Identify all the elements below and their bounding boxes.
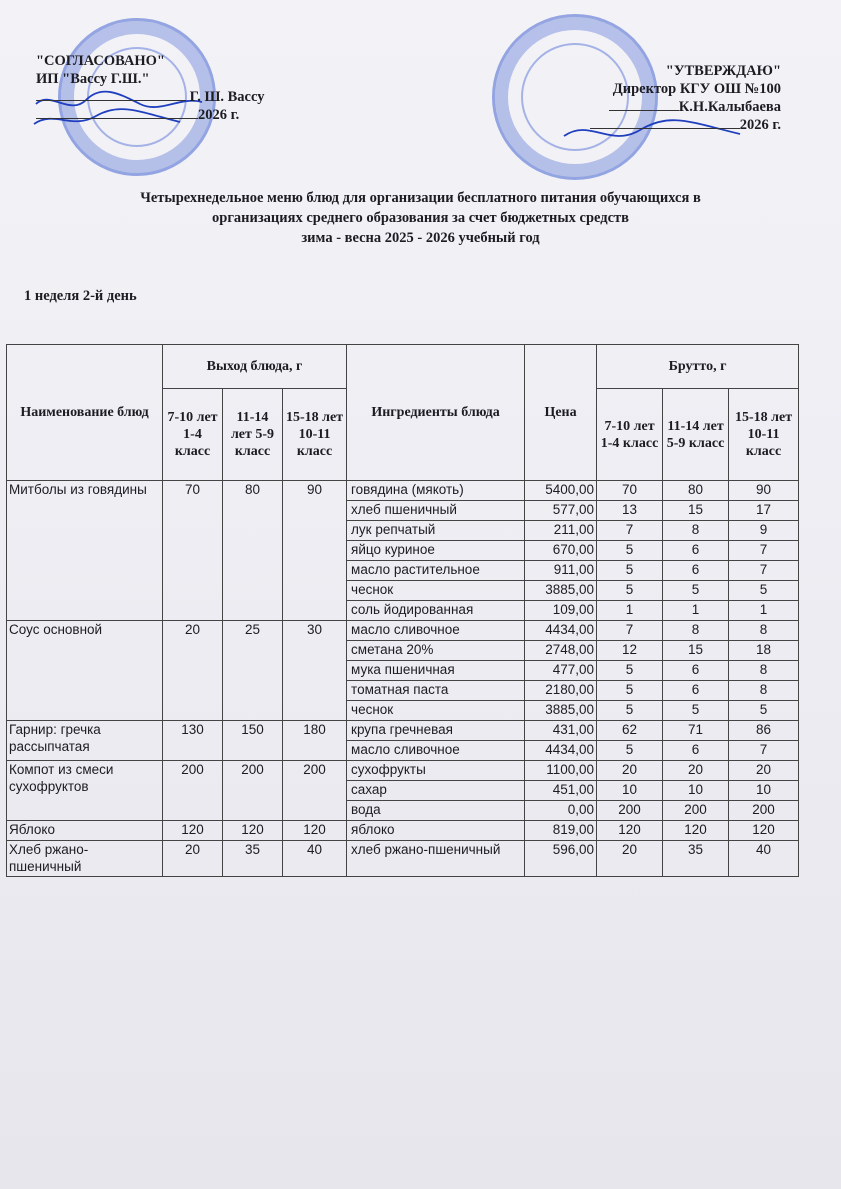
ingredient-name-cell: вода xyxy=(347,801,525,821)
menu-table-body xyxy=(7,481,799,877)
ingredient-brutto-cell: 200 xyxy=(729,801,799,821)
ingredient-price-cell: 1100,00 xyxy=(525,761,597,781)
approval-right-date-line xyxy=(590,116,781,134)
dish-output-cell: 40 xyxy=(283,841,347,877)
header-brutto-age-2: 11-14 лет 5-9 класс xyxy=(663,389,729,481)
approval-right-position: Директор КГУ ОШ №100 xyxy=(612,81,781,97)
ingredient-brutto-cell: 6 xyxy=(663,661,729,681)
ingredient-brutto-cell: 5 xyxy=(597,541,663,561)
approval-left-signer-line xyxy=(36,88,265,106)
dish-output-cell: 25 xyxy=(223,621,283,721)
ingredient-price-cell: 2748,00 xyxy=(525,641,597,661)
ingredient-brutto-cell: 40 xyxy=(729,841,799,877)
header-brutto-age-1: 7-10 лет 1-4 класс xyxy=(597,389,663,481)
ingredient-brutto-cell: 5 xyxy=(597,701,663,721)
ingredient-price-cell: 109,00 xyxy=(525,601,597,621)
ingredient-brutto-cell: 6 xyxy=(663,541,729,561)
ingredient-name-cell: хлеб ржано-пшеничный xyxy=(347,841,525,877)
header-ingredients: Ингредиенты блюда xyxy=(347,345,525,481)
ingredient-name-cell: крупа гречневая xyxy=(347,721,525,741)
header-output-age-1: 7-10 лет 1-4 класс xyxy=(163,389,223,481)
ingredient-brutto-cell: 8 xyxy=(729,621,799,641)
ingredient-name-cell: хлеб пшеничный xyxy=(347,501,525,521)
ingredient-brutto-cell: 20 xyxy=(663,761,729,781)
ingredient-brutto-cell: 6 xyxy=(663,561,729,581)
ingredient-brutto-cell: 10 xyxy=(663,781,729,801)
approval-left-org: ИП "Вассу Г.Ш." xyxy=(36,71,150,87)
header-output: Выход блюда, г xyxy=(163,345,347,389)
ingredient-name-cell: масло сливочное xyxy=(347,621,525,641)
ingredient-brutto-cell: 8 xyxy=(729,681,799,701)
table-row xyxy=(7,621,799,641)
menu-title-line-3: зима - весна 2025 - 2026 учебный год xyxy=(301,230,540,246)
ingredient-price-cell: 431,00 xyxy=(525,721,597,741)
dish-output-cell: 80 xyxy=(223,481,283,621)
ingredient-name-cell: сахар xyxy=(347,781,525,801)
ingredient-brutto-cell: 120 xyxy=(729,821,799,841)
ingredient-brutto-cell: 5 xyxy=(663,701,729,721)
dish-output-cell: 120 xyxy=(223,821,283,841)
ingredient-brutto-cell: 120 xyxy=(597,821,663,841)
ingredient-price-cell: 596,00 xyxy=(525,841,597,877)
approval-left-block xyxy=(36,52,265,124)
ingredient-brutto-cell: 200 xyxy=(597,801,663,821)
ingredient-price-cell: 451,00 xyxy=(525,781,597,801)
ingredient-brutto-cell: 20 xyxy=(597,761,663,781)
ingredient-price-cell: 2180,00 xyxy=(525,681,597,701)
ingredient-price-cell: 911,00 xyxy=(525,561,597,581)
ingredient-price-cell: 3885,00 xyxy=(525,701,597,721)
ingredient-price-cell: 0,00 xyxy=(525,801,597,821)
ingredient-brutto-cell: 8 xyxy=(729,661,799,681)
ingredient-brutto-cell: 6 xyxy=(663,681,729,701)
ingredient-name-cell: соль йодированная xyxy=(347,601,525,621)
ingredient-brutto-cell: 7 xyxy=(729,561,799,581)
ingredient-brutto-cell: 18 xyxy=(729,641,799,661)
ingredient-name-cell: чеснок xyxy=(347,701,525,721)
approval-left-heading: "СОГЛАСОВАНО" xyxy=(36,53,165,69)
table-row xyxy=(7,721,799,741)
ingredient-brutto-cell: 12 xyxy=(597,641,663,661)
dish-name-cell: Митболы из говядины xyxy=(7,481,163,621)
ingredient-brutto-cell: 5 xyxy=(597,681,663,701)
dish-output-cell: 200 xyxy=(223,761,283,821)
ingredient-brutto-cell: 6 xyxy=(663,741,729,761)
ingredient-name-cell: чеснок xyxy=(347,581,525,601)
menu-title-line-2: организациях среднего образования за счет бюджетных средств xyxy=(212,210,629,226)
ingredient-brutto-cell: 5 xyxy=(597,561,663,581)
ingredient-brutto-cell: 5 xyxy=(663,581,729,601)
ingredient-name-cell: масло растительное xyxy=(347,561,525,581)
ingredient-price-cell: 211,00 xyxy=(525,521,597,541)
ingredient-brutto-cell: 17 xyxy=(729,501,799,521)
dish-name-cell: Соус основной xyxy=(7,621,163,721)
table-row xyxy=(7,761,799,781)
dish-output-cell: 70 xyxy=(163,481,223,621)
ingredient-brutto-cell: 10 xyxy=(597,781,663,801)
ingredient-brutto-cell: 9 xyxy=(729,521,799,541)
header-output-age-3: 15-18 лет 10-11 класс xyxy=(283,389,347,481)
ingredient-price-cell: 4434,00 xyxy=(525,621,597,641)
ingredient-price-cell: 819,00 xyxy=(525,821,597,841)
ingredient-brutto-cell: 1 xyxy=(729,601,799,621)
ingredient-brutto-cell: 7 xyxy=(729,741,799,761)
approval-right-block xyxy=(590,62,781,134)
dish-output-cell: 180 xyxy=(283,721,347,761)
menu-title xyxy=(0,188,841,248)
ingredient-brutto-cell: 5 xyxy=(597,581,663,601)
approval-right-signer-line xyxy=(590,98,781,116)
ingredient-name-cell: сметана 20% xyxy=(347,641,525,661)
table-row xyxy=(7,481,799,501)
menu-title-line-1: Четырехнедельное меню блюд для организации бесплатного питания обучающихся в xyxy=(140,190,701,206)
ingredient-price-cell: 5400,00 xyxy=(525,481,597,501)
dish-output-cell: 120 xyxy=(163,821,223,841)
ingredient-brutto-cell: 71 xyxy=(663,721,729,741)
ingredient-brutto-cell: 90 xyxy=(729,481,799,501)
approval-left-date: 2026 г. xyxy=(198,107,240,123)
approval-left-date-line xyxy=(36,106,265,124)
ingredient-brutto-cell: 5 xyxy=(729,581,799,601)
ingredient-brutto-cell: 5 xyxy=(597,661,663,681)
header-output-age-2: 11-14 лет 5-9 класс xyxy=(223,389,283,481)
ingredient-name-cell: говядина (мякоть) xyxy=(347,481,525,501)
header-brutto: Брутто, г xyxy=(597,345,799,389)
dish-output-cell: 200 xyxy=(163,761,223,821)
ingredient-brutto-cell: 7 xyxy=(597,621,663,641)
dish-name-cell: Яблоко xyxy=(7,821,163,841)
ingredient-brutto-cell: 15 xyxy=(663,641,729,661)
ingredient-brutto-cell: 35 xyxy=(663,841,729,877)
day-label: 1 неделя 2-й день xyxy=(24,288,137,304)
ingredient-price-cell: 670,00 xyxy=(525,541,597,561)
dish-output-cell: 90 xyxy=(283,481,347,621)
ingredient-price-cell: 477,00 xyxy=(525,661,597,681)
ingredient-brutto-cell: 86 xyxy=(729,721,799,741)
dish-output-cell: 20 xyxy=(163,841,223,877)
ingredient-brutto-cell: 10 xyxy=(729,781,799,801)
ingredient-brutto-cell: 120 xyxy=(663,821,729,841)
dish-output-cell: 150 xyxy=(223,721,283,761)
dish-output-cell: 35 xyxy=(223,841,283,877)
dish-output-cell: 20 xyxy=(163,621,223,721)
header-price: Цена xyxy=(525,345,597,481)
ingredient-brutto-cell: 8 xyxy=(663,621,729,641)
table-row xyxy=(7,821,799,841)
ingredient-name-cell: мука пшеничная xyxy=(347,661,525,681)
approval-right-signer: К.Н.Калыбаева xyxy=(678,99,781,115)
dish-name-cell: Хлеб ржано-пшеничный xyxy=(7,841,163,877)
ingredient-brutto-cell: 20 xyxy=(729,761,799,781)
header-brutto-age-3: 15-18 лет 10-11 класс xyxy=(729,389,799,481)
ingredient-brutto-cell: 200 xyxy=(663,801,729,821)
ingredient-brutto-cell: 7 xyxy=(597,521,663,541)
ingredient-name-cell: томатная паста xyxy=(347,681,525,701)
ingredient-brutto-cell: 20 xyxy=(597,841,663,877)
ingredient-brutto-cell: 5 xyxy=(597,741,663,761)
ingredient-name-cell: масло сливочное xyxy=(347,741,525,761)
ingredient-price-cell: 577,00 xyxy=(525,501,597,521)
ingredient-name-cell: яйцо куриное xyxy=(347,541,525,561)
ingredient-brutto-cell: 1 xyxy=(663,601,729,621)
ingredient-brutto-cell: 62 xyxy=(597,721,663,741)
ingredient-brutto-cell: 7 xyxy=(729,541,799,561)
ingredient-brutto-cell: 8 xyxy=(663,521,729,541)
approval-left-signer: Г. Ш. Вассу xyxy=(189,89,265,105)
dish-output-cell: 200 xyxy=(283,761,347,821)
ingredient-name-cell: лук репчатый xyxy=(347,521,525,541)
approval-right-date: 2026 г. xyxy=(739,117,781,133)
dish-output-cell: 120 xyxy=(283,821,347,841)
ingredient-brutto-cell: 5 xyxy=(729,701,799,721)
ingredient-brutto-cell: 15 xyxy=(663,501,729,521)
ingredient-price-cell: 4434,00 xyxy=(525,741,597,761)
dish-output-cell: 30 xyxy=(283,621,347,721)
table-row xyxy=(7,841,799,877)
ingredient-brutto-cell: 80 xyxy=(663,481,729,501)
ingredient-name-cell: яблоко xyxy=(347,821,525,841)
header-dish-name: Наименование блюд xyxy=(7,345,163,481)
menu-table xyxy=(6,344,799,877)
ingredient-name-cell: сухофрукты xyxy=(347,761,525,781)
dish-name-cell: Компот из смеси сухофруктов xyxy=(7,761,163,821)
dish-output-cell: 130 xyxy=(163,721,223,761)
ingredient-brutto-cell: 1 xyxy=(597,601,663,621)
ingredient-brutto-cell: 70 xyxy=(597,481,663,501)
ingredient-brutto-cell: 13 xyxy=(597,501,663,521)
approval-right-heading: "УТВЕРЖДАЮ" xyxy=(665,63,781,79)
dish-name-cell: Гарнир: гречка рассыпчатая xyxy=(7,721,163,761)
ingredient-price-cell: 3885,00 xyxy=(525,581,597,601)
